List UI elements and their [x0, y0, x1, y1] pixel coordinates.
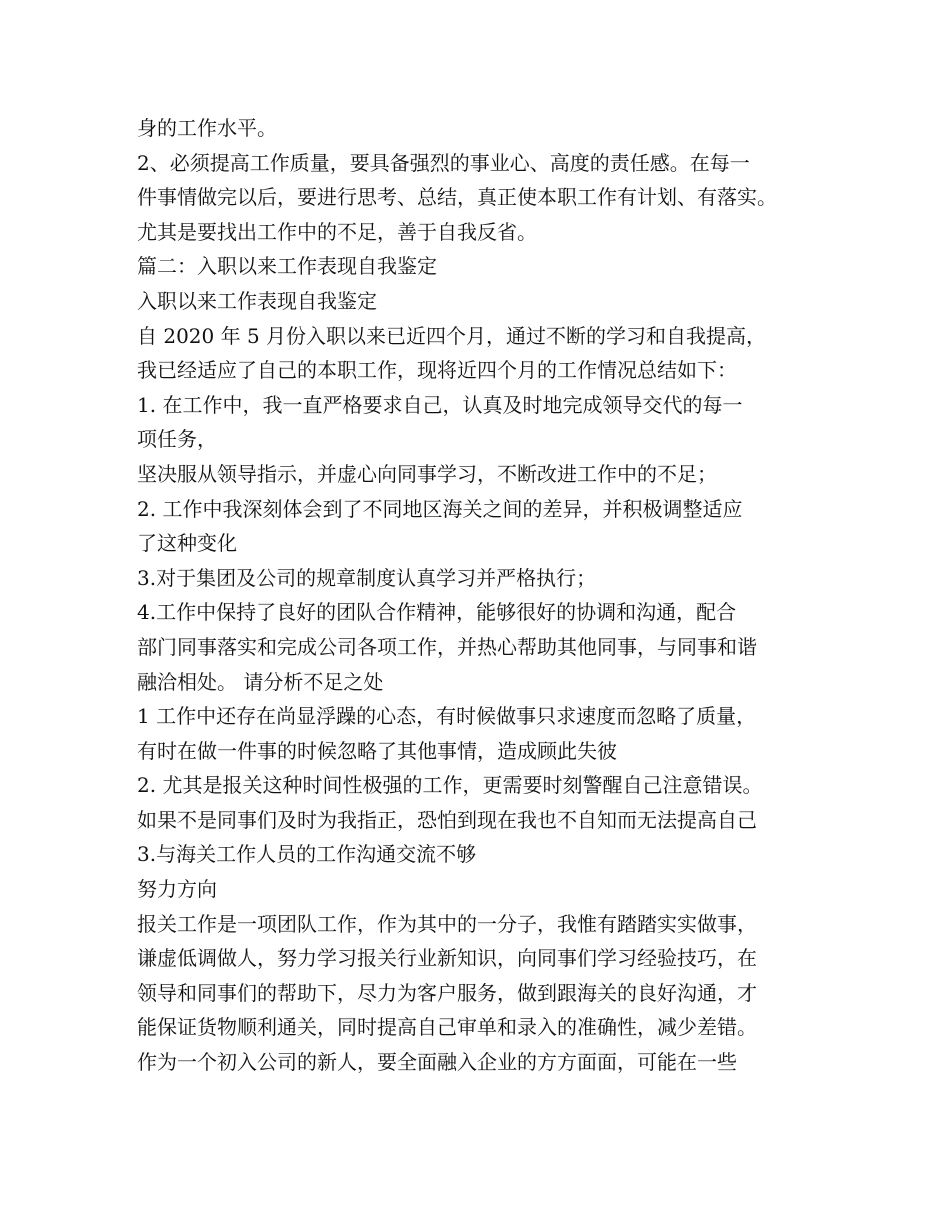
text-line: 身的工作水平。 [137, 116, 277, 140]
text-line: 谦虚低调做人，努力学习报关行业新知识，向同事们学习经验技巧，在 [137, 946, 757, 971]
text-line: 件事情做完以后，要进行思考、总结，真正使本职工作有计划、有落实。 [137, 185, 777, 210]
text-line: 2. 尤其是报关这种时间性极强的工作，更需要时刻警醒自己注意错误。 [137, 773, 763, 798]
section-heading: 篇二：入职以来工作表现自我鉴定 [137, 254, 437, 279]
text-line: 我已经适应了自己的本职工作，现将近四个月的工作情况总结如下： [137, 358, 737, 383]
text-line: 1. 在工作中，我一直严格要求自己，认真及时地完成领导交代的每一 [137, 392, 743, 417]
text-line: 4.工作中保持了良好的团队合作精神，能够很好的协调和沟通，配合 [137, 600, 737, 625]
subheading: 努力方向 [137, 877, 217, 902]
text-line: 坚决服从领导指示，并虚心向同事学习，不断改进工作中的不足； [137, 461, 717, 486]
text-line: 有时在做一件事的时候忽略了其他事情，造成顾此失彼 [137, 738, 617, 763]
text-line: 能保证货物顺利通关，同时提高自己审单和录入的准确性，减少差错。 [137, 1015, 757, 1040]
text-line: 作为一个初入公司的新人，要全面融入企业的方方面面，可能在一些 [137, 1050, 737, 1075]
text-line: 尤其是要找出工作中的不足，善于自我反省。 [137, 219, 537, 244]
text-line: 2、必须提高工作质量，要具备强烈的事业心、高度的责任感。在每一 [137, 150, 750, 175]
text-line: 报关工作是一项团队工作，作为其中的一分子，我惟有踏踏实实做事， [137, 911, 757, 936]
section-title: 入职以来工作表现自我鉴定 [137, 288, 377, 313]
text-line: 3.对于集团及公司的规章制度认真学习并严格执行； [137, 565, 597, 590]
text-line: 自 2020 年 5 月份入职以来已近四个月，通过不断的学习和自我提高， [137, 323, 767, 348]
document-body [137, 111, 837, 1080]
text-line: 了这种变化 [137, 531, 237, 556]
text-line: 融洽相处。 请分析不足之处 [137, 669, 384, 694]
text-line: 领导和同事们的帮助下，尽力为客户服务，做到跟海关的良好沟通，才 [137, 980, 757, 1005]
text-line: 如果不是同事们及时为我指正，恐怕到现在我也不自知而无法提高自己 [137, 807, 757, 832]
text-line: 3.与海关工作人员的工作沟通交流不够 [137, 842, 477, 867]
text-line: 项任务， [137, 427, 217, 452]
text-line: 1 工作中还存在尚显浮躁的心态，有时候做事只求速度而忽略了质量， [137, 704, 757, 729]
text-line: 部门同事落实和完成公司各项工作，并热心帮助其他同事，与同事和谐 [137, 634, 757, 659]
text-line: 2. 工作中我深刻体会到了不同地区海关之间的差异，并积极调整适应 [137, 496, 743, 521]
